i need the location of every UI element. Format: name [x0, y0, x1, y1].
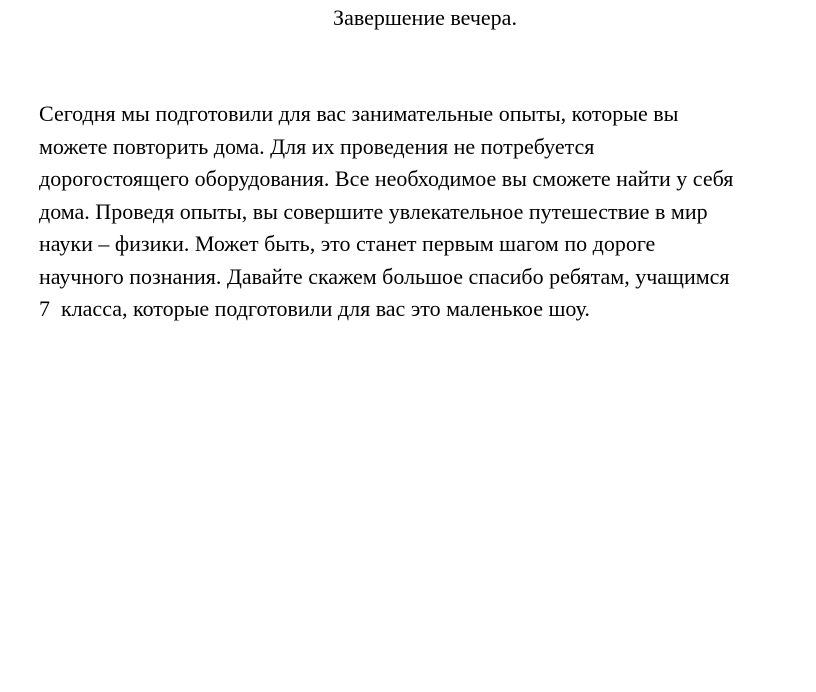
paragraph-line: науки – физики. Может быть, это станет первым шагом по дороге [39, 231, 656, 256]
paragraph-line: дома. Проведя опыты, вы совершите увлекательное путешествие в мир [39, 198, 708, 224]
paragraph-line: можете повторить дома. Для их проведения не потребуется [39, 133, 595, 159]
paragraph-line: научного познания. Давайте скажем большое спасибо ребятам, учащимся [39, 263, 730, 289]
paragraph-line: 7 класса, которые подготовили для вас это маленькое шоу. [39, 296, 590, 321]
paragraph-line: Сегодня мы подготовили для вас занимательные опыты, которые вы [39, 101, 679, 126]
document-paragraph [39, 98, 816, 326]
document-title: Завершение вечера. [333, 5, 517, 30]
paragraph-line: дорогостоящего оборудования. Все необходимое вы сможете найти у себя [39, 166, 734, 191]
